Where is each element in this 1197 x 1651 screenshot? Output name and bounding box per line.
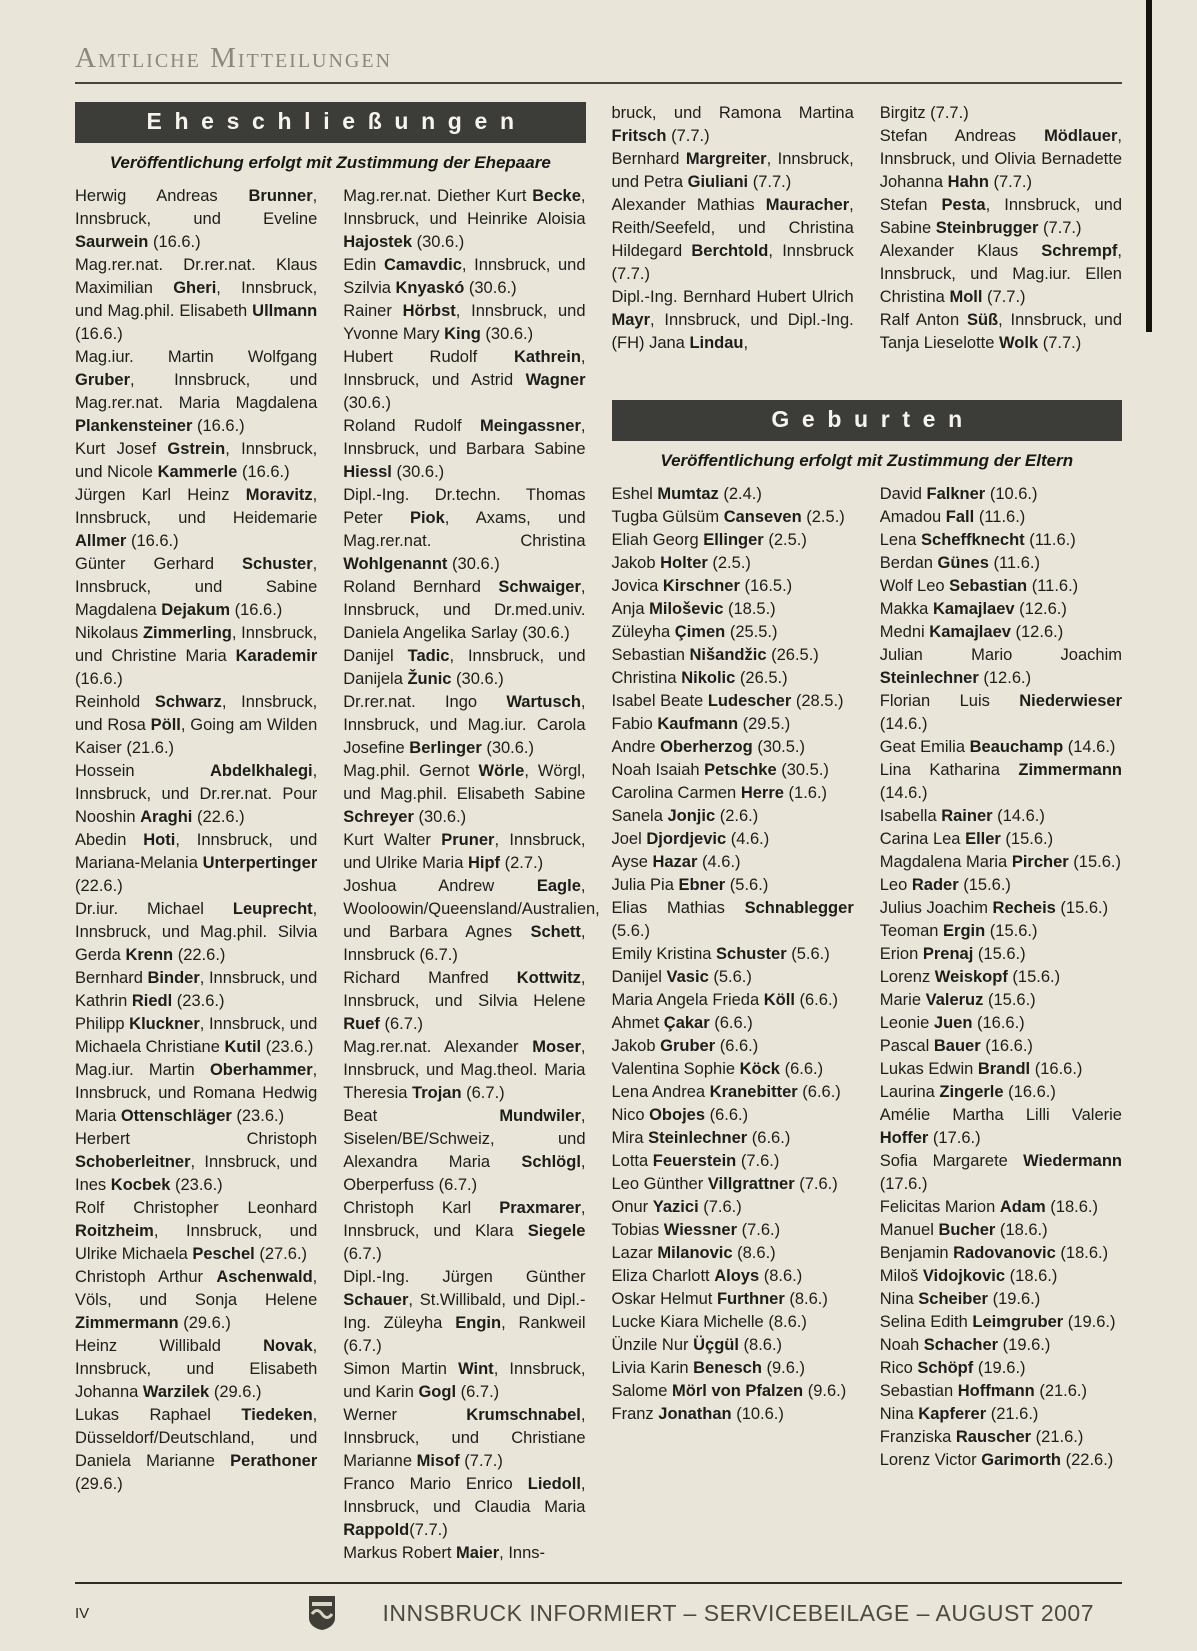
marriage-entry: Christoph Karl Praxmarer, Innsbruck, und Klara Siegele (6.7.) (343, 1199, 586, 1263)
birth-entry: Julia Pia Ebner (5.6.) (611, 876, 769, 894)
birth-entry: Oskar Helmut Furthner (8.6.) (611, 1290, 828, 1308)
birth-entry: Eliah Georg Ellinger (2.5.) (611, 531, 807, 549)
birth-entry: Mira Steinlechner (6.6.) (611, 1129, 791, 1147)
marriage-entry: Werner Krumschnabel, Innsbruck, und Christiane Marianne Misof (7.7.) (343, 1406, 586, 1470)
birth-entry: Andre Oberherzog (30.5.) (611, 738, 806, 756)
birth-entry: Franziska Rauscher (21.6.) (879, 1428, 1084, 1446)
marriage-entry: Rolf Christopher Leonhard Roitzheim, Innsbruck, und Ulrike Michaela Peschel (27.6.) (75, 1199, 318, 1263)
births-subtitle: Veröffentlichung erfolgt mit Zustimmung der Eltern (660, 451, 1074, 470)
birth-entry: Elias Mathias Schnablegger (5.6.) (611, 899, 854, 940)
marriage-entry: Herwig Andreas Brunner, Innsbruck, und Eveline Saurwein (16.6.) (75, 187, 318, 251)
birth-entry: Franz Jonathan (10.6.) (611, 1405, 784, 1423)
marriage-entry: Franco Mario Enrico Liedoll, Innsbruck, und Claudia Maria Rappold(7.7.) (343, 1475, 586, 1539)
birth-entry: Eliza Charlott Aloys (8.6.) (611, 1267, 803, 1285)
birth-entry: Lukas Edwin Brandl (16.6.) (879, 1060, 1083, 1078)
birth-entry: Nina Scheiber (19.6.) (879, 1290, 1041, 1308)
marriage-entry: Philipp Kluckner, Innsbruck, und Michaela Christiane Kutil (23.6.) (75, 1015, 318, 1056)
birth-entry: Lorenz Victor Garimorth (22.6.) (879, 1451, 1114, 1469)
birth-entry: Julius Joachim Recheis (15.6.) (879, 899, 1109, 917)
marriage-entry: Roland Rudolf Meingassner, Innsbruck, und Barbara Sabine Hiessl (30.6.) (343, 417, 586, 481)
marriage-entry: Mag.iur. Martin Wolfgang Gruber, Innsbruck, und Mag.rer.nat. Maria Magdalena Plankensteiner (16.6.) (75, 348, 318, 435)
marriages-subtitle: Veröffentlichung erfolgt mit Zustimmung der Ehepaare (109, 153, 551, 172)
birth-entry: Medni Kamajlaev (12.6.) (879, 623, 1064, 641)
birth-entry: Lena Andrea Kranebitter (6.6.) (611, 1083, 841, 1101)
marriage-entry: Markus Robert Maier, Inns- (343, 1544, 546, 1562)
birth-entry: Pascal Bauer (16.6.) (879, 1037, 1033, 1055)
birth-entry: Manuel Bucher (18.6.) (879, 1221, 1048, 1239)
marriage-entry: Dr.rer.nat. Ingo Wartusch, Innsbruck, und Mag.iur. Carola Josefine Berlinger (30.6.) (343, 693, 586, 757)
marriage-entry: Mag.rer.nat. Dr.rer.nat. Klaus Maximilian Gheri, Innsbruck, und Mag.phil. Elisabeth Ullmann (16.6.) (75, 256, 318, 343)
birth-entry: Wolf Leo Sebastian (11.6.) (879, 577, 1079, 595)
marriage-entry: Günter Gerhard Schuster, Innsbruck, und Sabine Magdalena Dejakum (16.6.) (75, 555, 318, 619)
birth-entry: Nico Obojes (6.6.) (611, 1106, 749, 1124)
marriage-entry: Hossein Abdelkhalegi, Innsbruck, und Dr.rer.nat. Pour Nooshin Araghi (22.6.) (75, 762, 318, 826)
marriage-entry: Christoph Arthur Aschenwald, Völs, und Sonja Helene Zimmermann (29.6.) (75, 1268, 318, 1332)
birth-entry: Felicitas Marion Adam (18.6.) (879, 1198, 1098, 1216)
marriage-entry: Simon Martin Wint, Innsbruck, und Karin Gogl (6.7.) (343, 1360, 586, 1401)
marriages-columns (75, 185, 600, 1565)
page-title: Amtliche Mitteilungen (75, 42, 393, 74)
right-edge-print-mark (1146, 0, 1152, 332)
marriages-column-3 (612, 102, 854, 398)
marriage-entry: Stefan Pesta, Innsbruck, und Sabine Steinbrugger (7.7.) (879, 196, 1122, 237)
footer-publication-title: INNSBRUCK INFORMIERT – SERVICEBEILAGE – AUGUST 2007 (382, 1599, 1094, 1626)
marriages-section (75, 102, 600, 1565)
birth-entry: Leo Rader (15.6.) (879, 876, 1011, 894)
masthead (0, 0, 1197, 84)
birth-entry: Ahmet Çakar (6.6.) (611, 1014, 753, 1032)
births-column-2 (880, 483, 1122, 1472)
marriage-entry: Birgitz (7.7.) (879, 104, 969, 122)
birth-entry: Laurina Zingerle (16.6.) (879, 1083, 1056, 1101)
birth-entry: Joel Djordjevic (4.6.) (611, 830, 770, 848)
marriage-entry: Dipl.-Ing. Dr.techn. Thomas Peter Piok, Axams, und Mag.rer.nat. Christina Wohlgenannt (30.6.) (343, 486, 586, 573)
marriage-entry: Dipl.-Ing. Jürgen Günther Schauer, St.Willibald, und Dipl.-Ing. Züleyha Engin, Rankweil (6.7.) (343, 1268, 586, 1355)
birth-entry: Emily Kristina Schuster (5.6.) (611, 945, 830, 963)
marriage-entry: Bernhard Margreiter, Innsbruck, und Petra Giuliani (7.7.) (611, 150, 854, 191)
marriage-entry: Ralf Anton Süß, Innsbruck, und Tanja Lieselotte Wolk (7.7.) (879, 311, 1122, 352)
marriage-entry: Danijel Tadic, Innsbruck, und Danijela Žunic (30.6.) (343, 647, 586, 688)
birth-entry: Julian Mario Joachim Steinlechner (12.6.) (879, 646, 1122, 687)
birth-entry: Makka Kamajlaev (12.6.) (879, 600, 1067, 618)
birth-entry: Leo Günther Villgrattner (7.6.) (611, 1175, 838, 1193)
marriages-title: Eheschließungen (146, 108, 527, 134)
birth-entry: Berdan Günes (11.6.) (879, 554, 1040, 572)
birth-entry: Fabio Kaufmann (29.5.) (611, 715, 791, 733)
birth-entry: David Falkner (10.6.) (879, 485, 1038, 503)
birth-entry: Teoman Ergin (15.6.) (879, 922, 1038, 940)
birth-entry: Ayse Hazar (4.6.) (611, 853, 741, 871)
marriages-continuation-columns (612, 102, 1123, 398)
birth-entry: Carolina Carmen Herre (1.6.) (611, 784, 828, 802)
birth-entry: Jovica Kirschner (16.5.) (611, 577, 793, 595)
marriage-entry: Alexander Klaus Schrempf, Innsbruck, und Mag.iur. Ellen Christina Moll (7.7.) (879, 242, 1122, 306)
birth-entry: Valentina Sophie Köck (6.6.) (611, 1060, 824, 1078)
birth-entry: Züleyha Çimen (25.5.) (611, 623, 778, 641)
birth-entry: Tugba Gülsüm Canseven (2.5.) (611, 508, 845, 526)
page-number: IV (75, 1604, 90, 1622)
marriage-entry: Rainer Hörbst, Innsbruck, und Yvonne Mary King (30.6.) (343, 302, 586, 343)
birth-entry: Florian Luis Niederwieser (14.6.) (879, 692, 1122, 733)
marriage-entry: Mag.phil. Gernot Wörle, Wörgl, und Mag.phil. Elisabeth Sabine Schreyer (30.6.) (343, 762, 586, 826)
birth-entry: Ünzile Nur Üçgül (8.6.) (611, 1336, 783, 1354)
marriages-banner (75, 102, 586, 143)
birth-entry: Benjamin Radovanovic (18.6.) (879, 1244, 1109, 1262)
birth-entry: Danijel Vasic (5.6.) (611, 968, 752, 986)
births-columns (612, 483, 1123, 1472)
marriage-entry: Kurt Walter Pruner, Innsbruck, und Ulrike Maria Hipf (2.7.) (343, 831, 586, 872)
birth-entry: Magdalena Maria Pircher (15.6.) (879, 853, 1121, 871)
marriage-entry: Herbert Christoph Schoberleitner, Innsbruck, und Ines Kocbek (23.6.) (75, 1130, 318, 1194)
birth-entry: Noah Isaiah Petschke (30.5.) (611, 761, 829, 779)
marriage-entry: Edin Camavdic, Innsbruck, und Szilvia Knyaskó (30.6.) (343, 256, 586, 297)
marriage-entry: Mag.rer.nat. Diether Kurt Becke, Innsbruck, und Heinrike Aloisia Hajostek (30.6.) (343, 187, 586, 251)
marriage-entry: Dr.iur. Michael Leuprecht, Innsbruck, und Mag.phil. Silvia Gerda Krenn (22.6.) (75, 900, 318, 964)
birth-entry: Maria Angela Frieda Köll (6.6.) (611, 991, 839, 1009)
birth-entry: Amélie Martha Lilli Valerie Hoffer (17.6.) (879, 1106, 1122, 1147)
marriage-entry: Abedin Hoti, Innsbruck, und Mariana-Melania Unterpertinger (22.6.) (75, 831, 318, 895)
content (0, 84, 1197, 1565)
innsbruck-coat-of-arms-icon (307, 1595, 337, 1631)
birth-entry: Nina Kapferer (21.6.) (879, 1405, 1039, 1423)
marriage-entry: Hubert Rudolf Kathrein, Innsbruck, und Astrid Wagner (30.6.) (343, 348, 586, 412)
birth-entry: Jakob Gruber (6.6.) (611, 1037, 759, 1055)
marriage-entry: Roland Bernhard Schwaiger, Innsbruck, und Dr.med.univ. Daniela Angelika Sarlay (30.6.) (343, 578, 586, 642)
marriage-entry: Heinz Willibald Novak, Innsbruck, und Elisabeth Johanna Warzilek (29.6.) (75, 1337, 318, 1401)
marriage-entry: Richard Manfred Kottwitz, Innsbruck, und Silvia Helene Ruef (6.7.) (343, 969, 586, 1033)
birth-entry: Marie Valeruz (15.6.) (879, 991, 1036, 1009)
birth-entry: Rico Schöpf (19.6.) (879, 1359, 1026, 1377)
birth-entry: Leonie Juen (16.6.) (879, 1014, 1025, 1032)
birth-entry: Isabella Rainer (14.6.) (879, 807, 1045, 825)
marriage-entry: Kurt Josef Gstrein, Innsbruck, und Nicole Kammerle (16.6.) (75, 440, 318, 481)
birth-entry: Lucke Kiara Michelle (8.6.) (611, 1313, 807, 1331)
marriage-entry: Mag.iur. Martin Oberhammer, Innsbruck, und Romana Hedwig Maria Ottenschläger (23.6.) (75, 1061, 318, 1125)
birth-entry: Lorenz Weiskopf (15.6.) (879, 968, 1061, 986)
birth-entry: Carina Lea Eller (15.6.) (879, 830, 1054, 848)
page-footer (75, 1582, 1122, 1631)
marriage-entry: Beat Mundwiler, Siselen/BE/Schweiz, und Alexandra Maria Schlögl, Oberperfuss (6.7.) (343, 1107, 586, 1194)
marriage-entry: Nikolaus Zimmerling, Innsbruck, und Christine Maria Karademir (16.6.) (75, 624, 318, 688)
birth-entry: Eshel Mumtaz (2.4.) (611, 485, 762, 503)
marriage-entry: Joshua Andrew Eagle, Wooloowin/Queensland/Australien, und Barbara Agnes Schett, Innsbruck (6.7.) (343, 877, 600, 964)
marriages-column-4 (880, 102, 1122, 398)
marriage-entry: Bernhard Binder, Innsbruck, und Kathrin Riedl (23.6.) (75, 969, 318, 1010)
birth-entry: Livia Karin Benesch (9.6.) (611, 1359, 806, 1377)
birth-entry: Lotta Feuerstein (7.6.) (611, 1152, 780, 1170)
birth-entry: Erion Prenaj (15.6.) (879, 945, 1026, 963)
marriages-column-2 (343, 185, 600, 1565)
birth-entry: Lazar Milanovic (8.6.) (611, 1244, 776, 1262)
marriage-entry: Lukas Raphael Tiedeken, Düsseldorf/Deutschland, und Daniela Marianne Perathoner (29.6.) (75, 1406, 318, 1493)
birth-entry: Noah Schacher (19.6.) (879, 1336, 1051, 1354)
birth-entry: Sanela Jonjic (2.6.) (611, 807, 759, 825)
births-banner (612, 400, 1123, 441)
birth-entry: Christina Nikolic (26.5.) (611, 669, 788, 687)
birth-entry: Lina Katharina Zimmermann (14.6.) (879, 761, 1122, 802)
birth-entry: Geat Emilia Beauchamp (14.6.) (879, 738, 1116, 756)
birth-entry: Onur Yazici (7.6.) (611, 1198, 742, 1216)
birth-entry: Anja Miloševic (18.5.) (611, 600, 776, 618)
birth-entry: Miloš Vidojkovic (18.6.) (879, 1267, 1058, 1285)
marriage-entry: Reinhold Schwarz, Innsbruck, und Rosa Pöll, Going am Wilden Kaiser (21.6.) (75, 693, 318, 757)
births-title: Geburten (771, 406, 975, 432)
birth-entry: Sebastian Hoffmann (21.6.) (879, 1382, 1088, 1400)
marriage-entry: Dipl.-Ing. Bernhard Hubert Ulrich Mayr, Innsbruck, und Dipl.-Ing. (FH) Jana Lindau, (611, 288, 854, 352)
marriage-entry: Alexander Mathias Mauracher, Reith/Seefeld, und Christina Hildegard Berchtold, Innsbruck (7.7.) (611, 196, 854, 283)
birth-entry: Isabel Beate Ludescher (28.5.) (611, 692, 844, 710)
marriage-entry: Stefan Andreas Mödlauer, Innsbruck, und Olivia Bernadette Johanna Hahn (7.7.) (879, 127, 1122, 191)
marriages-column-1 (75, 185, 317, 1565)
marriage-entry: Mag.rer.nat. Alexander Moser, Innsbruck, und Mag.theol. Maria Theresia Trojan (6.7.) (343, 1038, 586, 1102)
birth-entry: Jakob Holter (2.5.) (611, 554, 751, 572)
births-column-1 (612, 483, 854, 1472)
right-half-section (612, 102, 1123, 1565)
birth-entry: Salome Mörl von Pfalzen (9.6.) (611, 1382, 847, 1400)
birth-entry: Sebastian Nišandžic (26.5.) (611, 646, 819, 664)
birth-entry: Sofia Margarete Wiedermann (17.6.) (879, 1152, 1122, 1193)
birth-entry: Lena Scheffknecht (11.6.) (879, 531, 1076, 549)
birth-entry: Selina Edith Leimgruber (19.6.) (879, 1313, 1116, 1331)
birth-entry: Amadou Fall (11.6.) (879, 508, 1026, 526)
marriage-entry: Jürgen Karl Heinz Moravitz, Innsbruck, und Heidemarie Allmer (16.6.) (75, 486, 318, 550)
marriage-entry: bruck, und Ramona Martina Fritsch (7.7.) (611, 104, 854, 145)
birth-entry: Tobias Wiessner (7.6.) (611, 1221, 781, 1239)
